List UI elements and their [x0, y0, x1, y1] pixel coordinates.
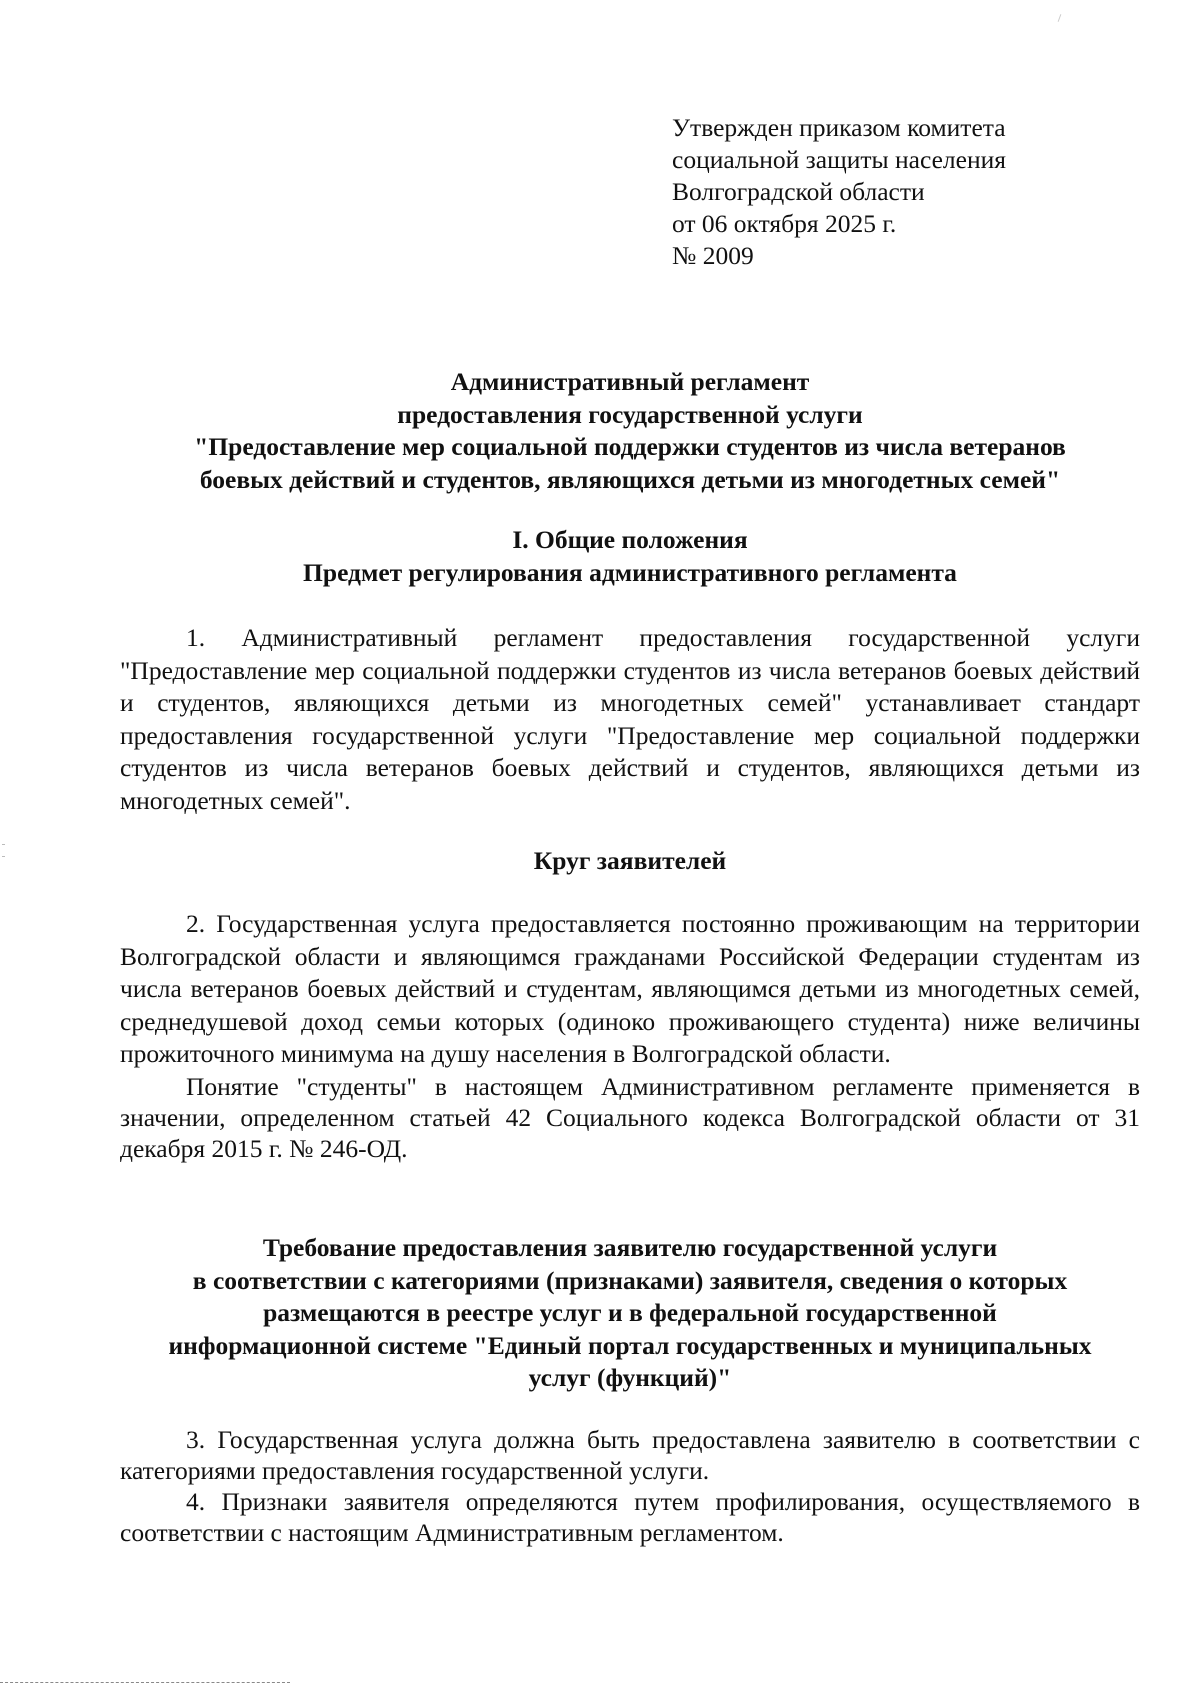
paragraph-1 [120, 622, 1140, 817]
title-line: предоставления государственной услуги [397, 399, 863, 429]
document-title [120, 366, 1140, 496]
section-heading-requirement [120, 1232, 1140, 1395]
scan-margin-mark [2, 844, 5, 845]
approval-line: Волгоградской области [672, 177, 925, 206]
paragraph-text: 1. Административный регламент предоставления государственной услуги "Предоставление мер социальной поддержки студентов из числа ветеранов боевых действий и студентов, являющихся детьми из многодетных семей" устанавливает стандарт предоставления государственной услуги "Предоставление мер социальной поддержки студентов из числа ветеранов боевых действий и студентов, являющихся детьми из многодетных семей". [120, 623, 1140, 815]
section-title-line: Требование предоставления заявителю государственной услуги [262, 1233, 998, 1262]
paragraph-text: 2. Государственная услуга предоставляется постоянно проживающим на территории Волгоградской области и являющимся гражданами Российской Федерации студентам из числа ветеранов боевых действий и студентам, являющимся детьми из многодетных семей, среднедушевой доход семьи которых (одиноко проживающего студента) ниже величины прожиточного минимума на душу населения в Волгоградской области. [120, 909, 1140, 1068]
scan-margin-mark [2, 856, 5, 857]
title-line: Административный регламент [450, 367, 810, 396]
paragraph-3-4 [120, 1424, 1140, 1548]
paragraph-text: 4. Признаки заявителя определяются путем профилирования, осуществляемого в соответствии с настоящим Административным регламентом. [120, 1487, 1140, 1547]
title-line: боевых действий и студентов, являющихся детьми из многодетных семей" [199, 464, 1061, 494]
approval-line: Утвержден приказом комитета [672, 113, 1006, 142]
approval-line: социальной защиты населения [672, 145, 1006, 174]
paragraph-text: Понятие "студенты" в настоящем Административном регламенте применяется в значении, определенном статьей 42 Социального кодекса Волгоградской области от 31 декабря 2015 г. № 246-ОД. [120, 1071, 1140, 1163]
section-title: I. Общие положения [512, 525, 748, 554]
section-heading-general [120, 524, 1140, 589]
section-title: Круг заявителей [533, 846, 727, 875]
title-line: "Предоставление мер социальной поддержки студентов из числа ветеранов [194, 432, 1066, 461]
section-title-line: информационной системе "Единый портал государственных и муниципальных [168, 1330, 1092, 1360]
paragraph-text: 3. Государственная услуга должна быть предоставлена заявителю в соответствии с категориями предоставления государственной услуги. [120, 1425, 1140, 1485]
approval-date: от 06 октября 2025 г. [672, 209, 897, 238]
section-heading-applicants [120, 845, 1140, 878]
paragraph-2 [120, 908, 1140, 1164]
footer-rule [0, 1682, 290, 1683]
approval-stamp-block [672, 112, 1092, 272]
section-title-line: размещаются в реестре услуг и в федеральной государственной [263, 1298, 997, 1327]
section-subtitle: Предмет регулирования административного регламента [303, 557, 957, 587]
scan-mark [1058, 14, 1062, 22]
approval-number: № 2009 [672, 241, 754, 270]
section-title-line: услуг (функций)" [528, 1363, 732, 1392]
section-title-line: в соответствии с категориями (признаками) заявителя, сведения о которых [192, 1265, 1068, 1295]
